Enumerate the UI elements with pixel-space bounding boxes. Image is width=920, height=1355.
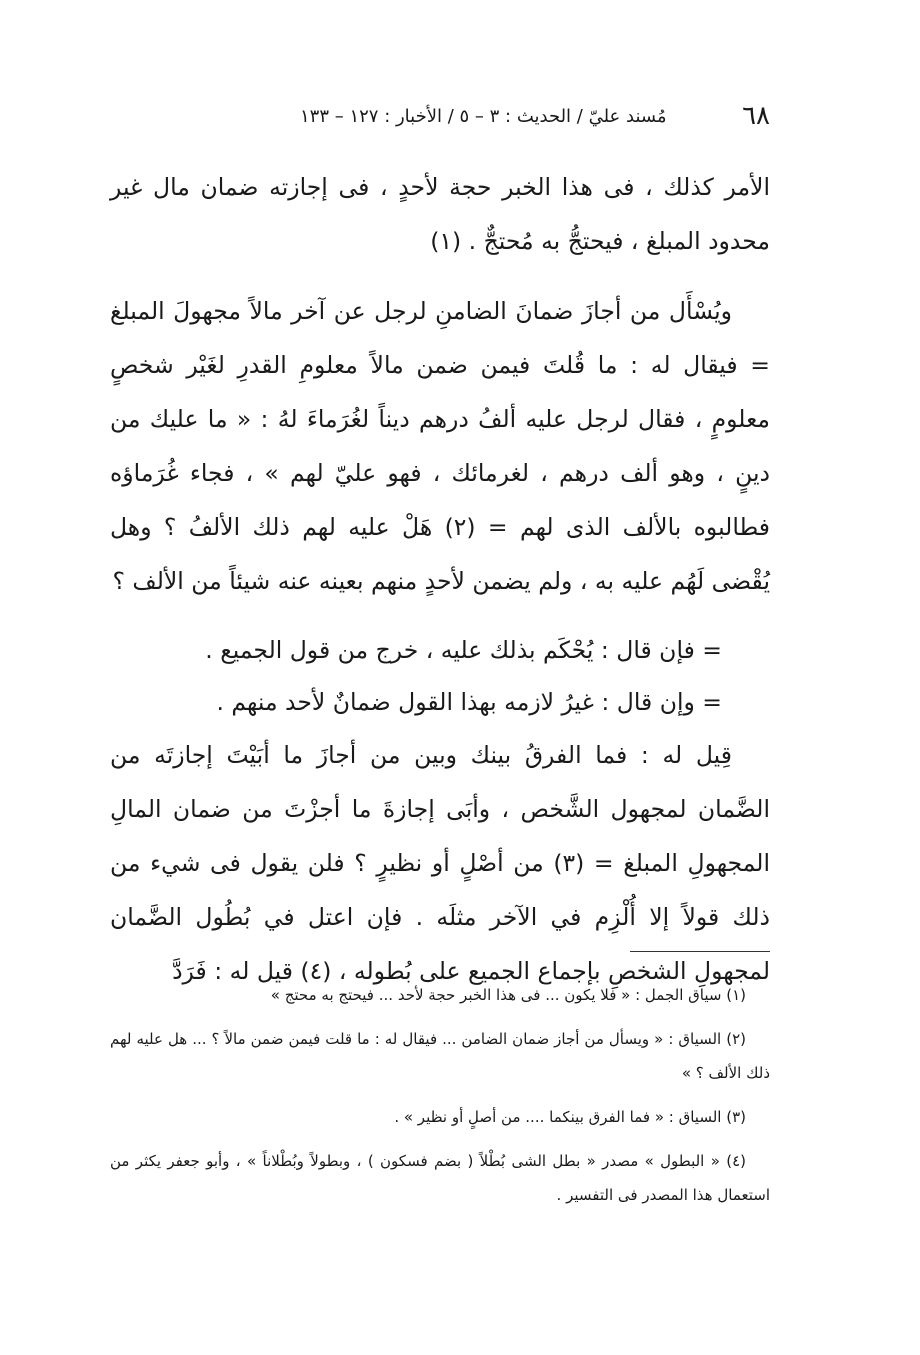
paragraph-2: ويُسْأَل من أجازَ ضمانَ الضامنِ لرجل عن آخر مالاً مجهولَ المبلغ = فيقال له : ما قُلتَ فيمن ضمن مالاً معلومِ القدرِ لغَيْر شخصٍ معلومٍ ، فقال لرجل عليه ألفُ درهم ديناً لغُرَماءَ لهُ : « ما عليك من دينٍ ، وهو ألف درهم ، لغرمائك ، فهو عليّ لهم » ، فجاء غُرَماؤه فطالبوه بالألف الذى لهم = (٢) هَلْ عليه لهم ذلك الألفُ ؟ وهل يُقْضى لَهُم عليه به ، ولم يضمن لأحدٍ منهم بعينه عنه شيئاً من الألف ؟ bbox=[110, 297, 770, 595]
paragraph-gap bbox=[110, 268, 770, 284]
running-head: مُسند عليّ / الحديث : ٣ – ٥ / الأخبار : ١٢٧ – ١٣٣ bbox=[300, 105, 667, 127]
paragraph-gap bbox=[110, 608, 770, 624]
footnote-3: (٣) السياق : « فما الفرق بينكما .... من أصلٍ أو نظير » . bbox=[394, 1108, 746, 1126]
footnote-separator bbox=[630, 951, 770, 952]
footnote-2: (٢) السياق : « ويسأل من أجاز ضمان الضامن ... فيقال له : ما قلت فيمن ضمن مالاً ؟ ... هل عليه لهم ذلك الألف ؟ » bbox=[110, 1030, 770, 1082]
footnotes bbox=[110, 978, 770, 1222]
page-header bbox=[150, 96, 770, 136]
main-text bbox=[110, 160, 770, 998]
paragraph-1: الأمر كذلك ، فى هذا الخبر حجة لأحدٍ ، فى إجازته ضمان مال غير محدود المبلغ ، فيحتجُّ به مُحتجٌّ . (١) bbox=[110, 173, 770, 255]
equation-line-1: = فإن قال : يُحْكَم بذلك عليه ، خرج من قول الجميع . bbox=[205, 636, 722, 664]
paragraph-3: قِيل له : فما الفرقُ بينك وبين من أجازَ ما أبَيْتَ إجازتَه من الضَّمان لمجهول الشَّخص ، وأبَى إجازةَ ما أجزْتَ من ضمان المالِ المجهولِ المبلغ = (٣) من أصْلٍ أو نظيرٍ ؟ فلن يقول فى شيء من ذلك قولاً إلا أُلْزِم في الآخر مثلَه . فإن اعتل في بُطُول الضَّمان لمجهولِ الشخصِ بإجماع الجميع على بُطوله ، (٤) قيل له : فَرَدَّ bbox=[110, 741, 770, 985]
footnote-1: (١) سياق الجمل : « فلا يكون ... فى هذا الخبر حجة لأحد ... فيحتج به محتج » bbox=[270, 986, 746, 1004]
footnote-4: (٤) « البطول » مصدر « بطل الشى بُطْلاً ( بضم فسكون ) ، وبطولاً وبُطْلاناً » ، وأبو جعفر يكثر من استعمال هذا المصدر فى التفسير . bbox=[110, 1152, 770, 1204]
page-number: ٦٨ bbox=[742, 101, 770, 131]
equation-line-2: = وإن قال : غيرُ لازمه بهذا القول ضمانٌ لأحد منهم . bbox=[216, 688, 722, 716]
